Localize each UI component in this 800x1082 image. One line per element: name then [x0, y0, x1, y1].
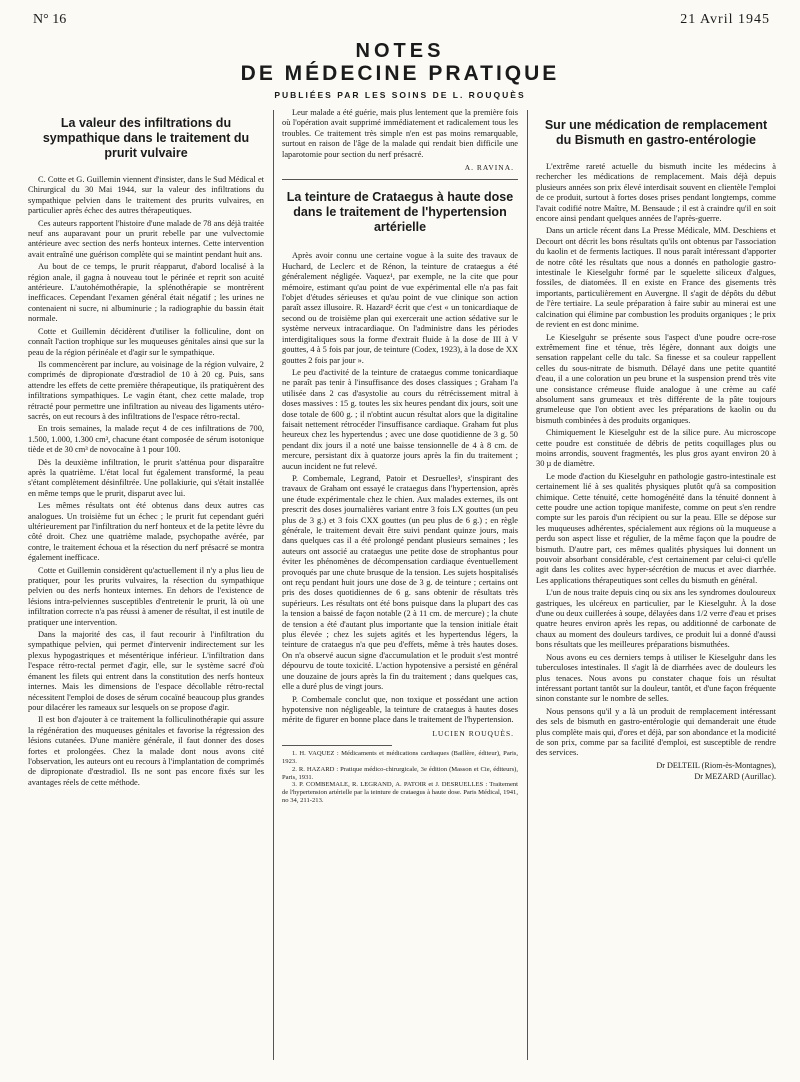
- article1-paragraph: Les mêmes résultats ont été obtenus dans deux autres cas analogues. Un troisième fut un échec ; le prurit fut cependant guéri ultérieurement par l'infiltration du nerf honteux et de la petite lèvre du côté droit. Chez une quatrième malade, psychopathe avérée, par contre, le traitement échoua et la résection du nerf présacré se montra également inefficace.: [28, 501, 264, 563]
- column-left: [28, 108, 264, 1063]
- footnote: 2. R. HAZARD : Pratique médico-chirurgicale, 3e édition (Masson et Cie, éditeurs), Paris, 1931.: [282, 765, 518, 781]
- article1-paragraph: Dans la majorité des cas, il faut recourir à l'infiltration du sympathique pelvien, qui permet d'intervenir indirectement sur les plexus hypogastriques et mésentérique inférieur. L'infiltration dans l'espace rétro-rectal permet d'agir, elle, sur le système sacré d'où émanent les filets qui entrent dans la constitution des nerfs honteux internes. Mais les dimensions de l'espace décollable rétro-rectal nécessitent l'emploi de doses de sérum cocaïné beaucoup plus grandes pour dilacérer les rameaux sur lesquels on se propose d'agir.: [28, 630, 264, 712]
- article2-title: La teinture de Crataegus à haute dose dans le traitement de l'hypertension artérielle: [286, 190, 514, 235]
- issue-date: 21 Avril 1945: [680, 12, 770, 27]
- article1-paragraph: Ils commencèrent par inclure, au voisinage de la région vulvaire, 2 comprimés de dipropionate d'œstradiol de 10 à 20 cg. Puis, sans attendre les effets de cette première thérapeutique, ils pratiquèrent des infiltrations sympathiques. Le vagin étant, chez cette malade, trop rétracté pour permettre une infiltration au niveau des ligaments utéro-sacrés, on eut recours à des infiltrations de l'espace rétro-rectal.: [28, 359, 264, 421]
- column-middle: [282, 108, 518, 1063]
- masthead-title-line2: DE MÉDECINE PRATIQUE: [240, 62, 560, 85]
- article3-title: Sur une médication de remplacement du Bismuth en gastro-entérologie: [544, 118, 768, 147]
- article2-paragraph: P. Combemale conclut que, non toxique et possédant une action hypotensive non négligeable, la teinture de crataegus à hautes doses mérite de figurer en bonne place dans le traitement de l'hypertension.: [282, 694, 518, 725]
- article1-signature: A. RAVINA.: [464, 163, 514, 173]
- footnote: 1. H. VAQUEZ : Médicaments et médications cardiaques (Baillère, éditeur), Paris, 1923.: [282, 750, 518, 765]
- article2-paragraph: P. Combemale, Legrand, Patoir et Desruelles³, s'inspirant des travaux de Graham ont essayé le crataegus dans l'hypertension, après une étude expérimentale chez le chien. Aux malades externes, ils ont prescrit des doses journalières variant entre 3 fois LX gouttes (un peu plus de 3 g.) et 3 fois CXX gouttes (un peu plus de 6 g.) ; en règle générale, le traitement devait être suivi pendant quinze jours, mais dans quelques cas il a été prolongé pendant plusieurs semaines ; les auteurs ont associé au crataegus une petite dose de strophantus pour éviter les phénomènes de décompensation cardiaque éventuellement provoqués par une chute brusque de la tension. Les sujets hospitalisés ont reçu pendant huit jours une dose de 3 g. de teinture ; certains ont pris des doses quotidiennes de 6 g. sans obtenir de résultats très supérieurs. Les résultats ont été bons puisque dans la plupart des cas la tension a baissé de façon notable (2 à 11 cm. de mercure) ; la chute de tension a été d'autant plus importante que la tension initiale était plus élevée ; chez les sujets agités et les hypertendus légers, la teinture de crataegus n'a que peu d'effets, même à très hautes doses. On n'a observé aucun signe d'accumulation et le produit s'est montré dépourvu de toute toxicité. L'action hypotensive a persisté en général une douzaine de jours après la fin du traitement ; dans quelques cas, elle a duré plus de vingt jours.: [282, 473, 518, 692]
- article3-paragraph: Chimiquement le Kieselguhr est de la silice pure. Au microscope cette poudre est constituée de débris de petits coquillages plus ou moins arrondis, souvent fragmentés, les plus gros ayant environ 20 à 30 µ de diamètre.: [536, 428, 776, 469]
- column-rule-right: [527, 110, 528, 1060]
- footnote-divider: [282, 745, 392, 746]
- article3-paragraph: Le Kieselguhr se présente sous l'aspect d'une poudre ocre-rose extrêmement fine et ténue, très légère, donnant aux doigts une sensation rappelant celle du talc. Sa finesse et sa couleur rappellent celles du sous-nitrate de bismuth. Délayé dans une petite quantité d'eau, il a une coloration un peu brune et la suspension prend très vite une consistance crémeuse fluide analogue à une crème au café absolument sans grumeaux et très différente de la pâte toujours grumeleuse que l'on obtient avec les préparations de kaolin ou du bismuth combinées à des produits organiques.: [536, 332, 776, 425]
- article1-paragraph: Il est bon d'ajouter à ce traitement la folliculinothérapie qui assure la régénération des muqueuses génitales et favorise la régression des lésions cutanées. D'une manière générale, il faut donner des doses fortes et prolongées. Chez la malade dont nous avons cité l'observation, les auteurs ont eu recours à l'implantation de comprimés de dipropionate d'œstradiol. Ils ne sont pas encore fixés sur les avantages réels de cette méthode.: [28, 715, 264, 787]
- column-rule-left: [273, 110, 274, 1060]
- article1-paragraph: C. Cotte et G. Guillemin viennent d'insister, dans le Sud Médical et Chirurgical du 30 Mai 1944, sur la valeur des infiltrations du sympathique pelvien dans le traitement des prurits vulvaires, en particulier après échec des autres thérapeutiques.: [28, 175, 264, 216]
- masthead-title-line1: NOTES: [355, 40, 445, 62]
- article3-paragraph: L'extrême rareté actuelle du bismuth incite les médecins à rechercher les médications de remplacement. Mais déjà depuis plusieurs années son prix élevé interdisait souvent en clientèle l'emploi de ce produit, surtout à fortes doses prises pendant longtemps, comme l'avait codifié notre Maître, M. Bensaude ; il est à craindre qu'il en soit encore ainsi pendant quelques années de l'après-guerre.: [536, 162, 776, 224]
- article3-paragraph: L'un de nous traite depuis cinq ou six ans les syndromes douloureux gastriques, les ulcéreux en particulier, par le Kieselguhr. À la dose d'une ou deux cuillerées à soupe, délayées dans 1/2 verre d'eau et prises quatre heures environ après les repas, ou additionné de carbonate de chaux au moment des douleurs tardives, ce produit lui a donné d'aussi bons résultats que les meilleures préparations bismuthées.: [536, 588, 776, 650]
- article3-paragraph: Nous pensons qu'il y a là un produit de remplacement intéressant des sels de bismuth en gastro-entérologie qui demanderait une étude plus complète mais qui, d'ores et déjà, par son abondance et la modicité de son prix, comme par sa facilité d'emploi, est susceptible de rendre des services.: [536, 706, 776, 758]
- article3-paragraph: Nous avons eu ces derniers temps à utiliser le Kieselguhr dans les tuberculoses intestinales. Il s'agit là de diarrhées avec de douleurs les plus tenaces. Nous avons pu constater chaque fois un résultat intéressant portant tantôt sur la douleur, tantôt, et d'une façon fréquente sinon constante sur le nombre de selles.: [536, 652, 776, 704]
- article1-paragraph: Au bout de ce temps, le prurit réapparut, d'abord localisé à la région anale, il gagna à nouveau tout le périnée et reprit son acuité antérieure. L'autohémothérapie, la splénothérapie se montrèrent inefficaces. Cependant l'examen général était négatif ; les urines ne contenaient ni sucre, ni albuminurie ; la radiographie du bassin était normale.: [28, 262, 264, 324]
- masthead-subtitle: PUBLIÉES PAR LES SOINS DE L. ROUQUÈS: [274, 90, 526, 100]
- article1-continuation: Leur malade a été guérie, mais plus lentement que la première fois où l'opération avait supprimé immédiatement et radicalement tous les troubles. Ce traitement très simple n'en est pas moins remarquable, surtout en raison de l'âge de la malade qui rendait bien difficile une laparotomie pour section du nerf présacré.: [282, 108, 518, 159]
- article2-paragraph: Le peu d'activité de la teinture de crataegus comme tonicardiaque ne paraît pas tenir à l'insuffisance des doses classiques ; Graham l'a utilisée dans 2 cas d'asystolie au cours du rétrécissement mitral à doses massives : 15 g. toutes les six heures pendant dix jours, soit une dose totale de 600 g. ; il n'obtint aucun résultat alors que la digitaline faisait nettement rétrocéder l'insuffisance cardiaque. Graham fut plus heureux chez les hypertendus ; avec une dose quotidienne de 3 g. 50 pendant dix jours il a noté une baisse tensionnelle de 4 à 8 cm. de mercure, persistant dix à quatorze jours après la fin du traitement ; aucun incident ne fut relevé.: [282, 367, 518, 471]
- article1-paragraph: Dès la deuxième infiltration, le prurit s'atténua pour disparaître après la quatrième. L'état local fut également transformé, la peau s'étant complètement désinfiltrée. Une pollakiurie, qui s'était installée en même temps que le prurit, disparut avec lui.: [28, 457, 264, 498]
- article2-signature: LUCIEN ROUQUÈS.: [432, 728, 514, 738]
- footnote: 3. P. COMBEMALE, R. LEGRAND, A. PATOIR et J. DESRUELLES : Traitement de l'hypertension artérielle par la teinture de crataegus à haute dose. Paris Médical, 1941, no 34, 211-213.: [282, 781, 518, 804]
- article3-signature-2: Dr MEZARD (Aurillac).: [694, 772, 776, 782]
- column-right: [536, 108, 776, 1063]
- article3-paragraph: Le mode d'action du Kieselguhr en pathologie gastro-intestinale est certainement lié à ses qualités physiques plutôt qu'à sa composition chimique. Cette ténuité, cette homogénéité dans la ténuité donnent à cette poudre une action topique manifeste, comme on peut s'en rendre compte sur les parois d'un récipient ou sur la peau. Elle se dépose sur les muqueuses adhérentes, spécialement aux régions où la muqueuse a perdu son aspect lisse et régulier, de la même façon que la poudre de bismuth. D'autre part, ces mêmes qualités physiques lui donnent un pouvoir absorbant considérable, c'est certainement par celui-ci qu'elle agit dans les colites avec hyper-sécrétion de mucus et avec diarrhée. Les applications thérapeutiques sont celles du bismuth en général.: [536, 471, 776, 585]
- article-divider: [282, 179, 518, 180]
- article1-paragraph: Cotte et Guillemin considèrent qu'actuellement il n'y a plus lieu de pratiquer, pour les prurits vulvaires, la résection du sympathique pelvien ou des nerfs honteux internes. En dehors de l'existence de lésions intra-pelviennes susceptibles d'entretenir le prurit, là où une infiltration correcte n'a pas réussi à amener de résultat, il est inutile de pratiquer une intervention.: [28, 565, 264, 627]
- page-number: N° 16: [33, 12, 67, 27]
- article1-title: La valeur des infiltrations du sympathique dans le traitement du prurit vulvaire: [42, 116, 250, 160]
- article1-paragraph: Ces auteurs rapportent l'histoire d'une malade de 78 ans déjà traitée neuf ans auparavant pour un prurit rebelle par une vulvectomie antérieure avec section des nerfs honteux internes. Cette intervention avait entraîné une guérison complète qui se maintint pendant huit ans.: [28, 218, 264, 259]
- article1-paragraph: En trois semaines, la malade reçut 4 de ces infiltrations de 700, 1.500, 1.000, 1.300 cm³, chacune étant composée de sérum isotonique tiède et de 30 cm³ de novocaïne à 1 pour 100.: [28, 424, 264, 455]
- article3-signature-1: Dr DELTEIL (Riom-ès-Montagnes),: [656, 760, 776, 770]
- article3-paragraph: Dans un article récent dans La Presse Médicale, MM. Deschiens et Decourt ont décrit les bons résultats qu'ils ont obtenus par l'association du kaolin et de ferments lactiques. Il nous paraît intéressant d'apporter de notre côté les résultats que nous a donnés en pathologie gastro-intestinale le Kieselguhr formé par le squelette siliceux d'algues, fossiles, de diatomées. Il en existe en France des gisements très importants, particulièrement en Auvergne. Il s'agit de dépôts du début de l'ère tertiaire. La seule préparation à faire subir au minerai est une calcination qui élimine par combustion les produits organiques ; le prix de revient en est donc minime.: [536, 226, 776, 330]
- article1-paragraph: Cotte et Guillemin décidèrent d'utiliser la folliculine, dont on connaît l'action trophique sur les muqueuses génitales ainsi que sur la peau de la région périnéale et d'agir sur le sympathique.: [28, 326, 264, 357]
- article2-paragraph: Après avoir connu une certaine vogue à la suite des travaux de Huchard, de Leclerc et de Rénon, la teinture de crataegus a été généralement négligée. Vaquez¹, par exemple, ne la cite que pour mémoire, estimant qu'au point de vue expérimental elle n'a pas fait l'objet d'études sérieuses et qu'au point de vue clinique son action paraît assez illusoire. R. Hazard² écrit que c'est « un tonicardiaque de second ou de troisième plan qui exercerait une action sédative sur le système nerveux intracardiaque. On l'administre dans les périodes interdigitaliques sous la forme d'extrait fluide à la dose de III à V gouttes, 4 à 5 fois par jour, de teinture (Codex, 1923), à la dose de XX gouttes 2 fois par jour ».: [282, 251, 518, 365]
